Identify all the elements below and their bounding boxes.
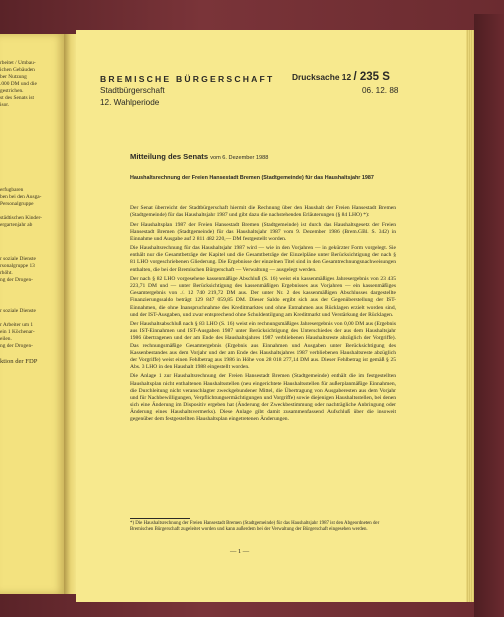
fragment-line: ichen Gebäuden	[0, 67, 35, 73]
body-paragraph: Der nach § 82 LHO vorgesehene kassenmäßige Abschluß (S. 16) weist ein kassenmäßiges Jahresergebnis von 23 435 223,71 DM und — unter Berücksichtigung des kassenmäßigen Ergebnisses aus Vorjahren — ein kassenmäßiges Gesamtergebnis von ./. 12 740 219,72 DM aus. Der unter Nr. 2 des kassenmäßigen Abschlusses dargestellte Finanzierungssaldo beträgt 129 847 059,85 DM. Dieser Saldo ergibt sich aus der Gegenüberstellung der IST-Einnahmen, die ohne Inanspruchnahme des Kreditmarktes und ohne Entnahmen aus Rücklagen erzielt worden sind, und der IST-Ausgaben, und zwar entsprechend ohne Schuldentilgung am Kreditmarkt und Verstärkung der Rücklagen.	[130, 275, 396, 318]
fragment-line: r soziale Dienste	[0, 308, 36, 314]
fragment-line: ng der Drogen-	[0, 343, 33, 349]
fragment-line: Personalgruppe	[0, 201, 34, 207]
binder-back-cover	[474, 14, 504, 617]
fragment-line: rbeitet / Umbau-	[0, 60, 36, 66]
drucksache-number: / 235 S	[353, 71, 390, 83]
body-paragraph: Der Haushaltsabschluß nach § 83 LHO (S. 16) weist ein rechnungsmäßiges Jahresergebnis von 0,00 DM aus (Ergebnis aus IST-Einnahmen und IST-Ausgaben 1987 unter Berücksichtigung des Unterschiedes der aus dem Haushaltsjahr 1986 übertragenen und der am Ende des Haushaltsjahres 1987 verbliebenen Haushaltsreste abzüglich der Vorgriffe). Das rechnungsmäßige Gesamtergebnis (Ergebnis aus Einnahmen und Ausgaben unter Berücksichtigung des Kassenbestandes aus dem Vorjahr und der am Ende des Haushaltsjahres 1987 verbliebenen Haushaltsreste abzüglich der Vorgriffe) weist einen Fehlbetrag aus 1986 in Höhe von 28 018 277,14 DM aus. Dieser Fehlbetrag ist gemäß § 25 Abs. 3 LHO in den Haushalt 1988 eingestellt worden.	[130, 321, 396, 371]
fragment-line: ergartenjahr ab	[0, 222, 33, 228]
document-reference	[292, 71, 390, 83]
organization-name: BREMISCHE BÜRGERSCHAFT	[100, 74, 275, 84]
fragment-line: ktion der FDP	[0, 358, 38, 365]
fragment-line: r soziale Dienste	[0, 256, 36, 262]
fragment-line: ber Nutzung	[0, 74, 27, 80]
drucksache-label: Drucksache 12	[292, 72, 352, 82]
page-number: — 1 —	[230, 548, 250, 555]
fragment-line: erfugbaren	[0, 187, 24, 193]
previous-page-fragment	[0, 34, 66, 594]
body-paragraph: Die Anlage 1 zur Haushaltsrechnung der Freien Hansestadt Bremen (Stadtgemeinde) enthält die im festgestellten Haushaltsplan nicht enthaltenen Haushaltsstellen (neu eingerichtete Haushaltsstellen für außerplanmäßige Einnahmen, die Durchleitung nicht veranschlagter zweckgebundener Mittel, die Übertragung von Ausgaberesten aus dem Vorjahr und für Nachbewilligungen, Verpflichtungsermächtigungen und Vorgriffe) sowie diejenigen Haushaltsstellen, bei denen sich eine Änderung im Dispositiv ergeben hat (Änderung der Zweckbestimmung oder nachträgliche Anbringung oder Änderung eines Haushaltsvermerks). Diese Anlage gibt damit zusammenfassend Aufschluß über die insoweit gegenüber dem festgestellten Haushaltsplan eingetretenen Änderungen.	[130, 373, 396, 423]
chamber-name: Stadtbürgerschaft	[100, 86, 165, 95]
legislative-period: 12. Wahlperiode	[100, 98, 160, 107]
title-main: Mitteilung des Senats	[130, 152, 209, 161]
body-paragraph: Die Haushaltsrechnung für das Haushaltsjahr 1987 wird — wie in den Vorjahren — in gekürzter Form vorgelegt. Sie enthält nur die Gesamtbeträge der Kapitel und die Gesamtbeträge der Einzelpläne unter Berücksichtigung der nach § 81 LHO vorgeschriebenen Gliederung. Die Ergebnisse der einzelnen Titel sind in den Gesamtrechnungsnachweisungen enthalten, die bei der Bremischen Bürgerschaft — Verwaltung — ausgelegt werden.	[130, 245, 396, 273]
fragment-line: eilen.	[0, 336, 12, 342]
fragment-line: ben bei den Ausga-	[0, 194, 42, 200]
title-date: vom 6. Dezember 1988	[210, 155, 269, 161]
document-body	[130, 205, 396, 426]
fragment-line: st des Senats ist	[0, 95, 34, 101]
fragment-line: r Arbeiter um 1	[0, 322, 34, 328]
body-paragraph: Der Haushaltsplan 1987 der Freien Hansestadt Bremen (Stadtgemeinde) ist durch das Haushaltsgesetz der Freien Hansestadt Bremen (Stadtgemeinde) für das Haushaltsjahr 1987 vom 9. Dezember 1986 (Brem.GBl. S. 342) in Einnahme und Ausgabe auf 2 811 482 220,— DM festgestellt worden.	[130, 221, 396, 242]
fragment-line: isor.	[0, 102, 10, 108]
footnote: *) Die Haushaltsrechnung der Freien Hansestadt Bremen (Stadtgemeinde) für das Haushaltsjahr 1987 ist den Abgeordneten der Bremischen Bürgerschaft zugeleitet worden und kann außerdem bei der Verwaltung der Bürgerschaft eingesehen werden.	[130, 521, 380, 533]
document-subject: Haushaltsrechnung der Freien Hansestadt Bremen (Stadtgemeinde) für das Haushaltsjahr 1987	[130, 175, 374, 181]
fragment-line: rhöht.	[0, 270, 13, 276]
fragment-line: rsonalgruppe 13	[0, 263, 35, 269]
body-paragraph: Der Senat überreicht der Stadtbürgerschaft hiermit die Rechnung über den Haushalt der Freien Hansestadt Bremen (Stadtgemeinde) für das Haushaltsjahr 1987 und gibt dazu die nachstehenden Erläuterungen (§ 84 LHO) *):	[130, 205, 396, 219]
document-date: 06. 12. 88	[362, 86, 399, 95]
fragment-line: ng der Drogen-	[0, 277, 33, 283]
fragment-line: städtischen Kinder-	[0, 215, 42, 221]
footnote-rule	[130, 518, 190, 519]
document-title	[130, 152, 268, 161]
stacked-page-edges	[466, 30, 474, 602]
fragment-line: gestrichen.	[0, 88, 24, 94]
fragment-line: ein 1 Köchenar-	[0, 329, 35, 335]
fragment-line: .000 DM und die	[0, 81, 37, 87]
